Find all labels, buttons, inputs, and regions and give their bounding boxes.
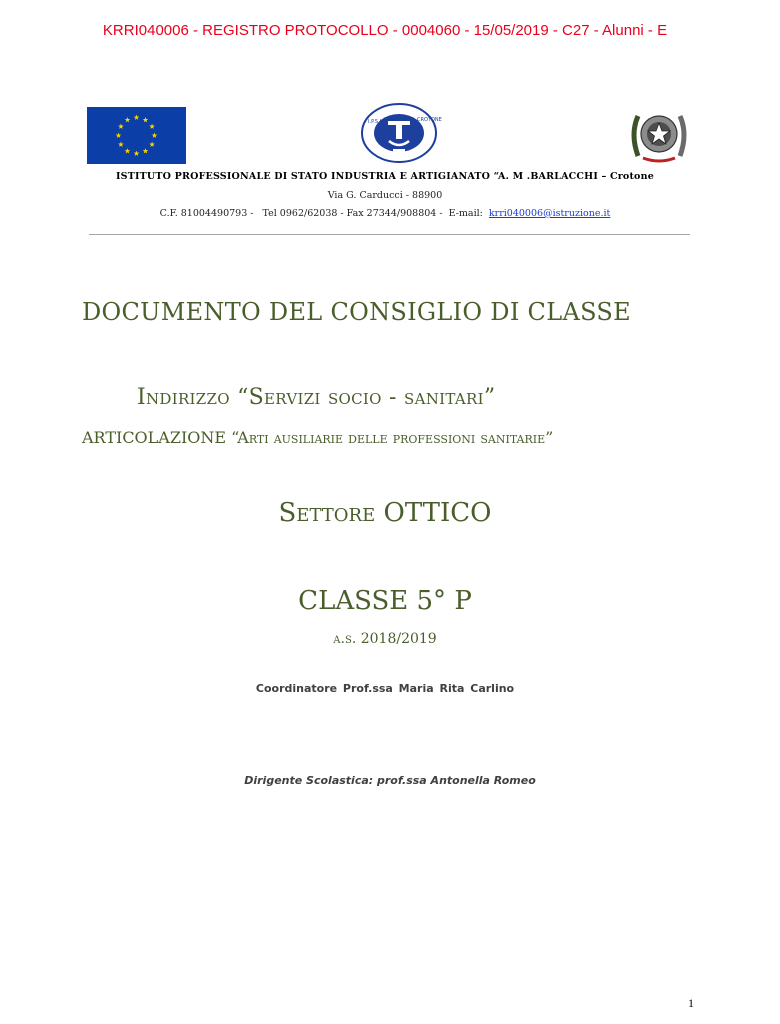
indirizzo-heading: Indirizzo “Servizi socio - sanitari” (137, 385, 496, 410)
principal-line: Dirigente Scolastica: prof.ssa Antonella Romeo (244, 774, 536, 787)
protocol-header: KRRI040006 - REGISTRO PROTOCOLLO - 0004060 - 15/05/2019 - C27 - Alunni - E (102, 22, 668, 39)
ipsia-logo-text-right: CROTONE (417, 117, 442, 123)
ipsia-logo-text-left: I.P.S.I.A. (368, 119, 388, 125)
italian-republic-emblem-icon (628, 104, 690, 166)
school-year: a.s. 2018/2019 (333, 631, 437, 647)
settore-heading: Settore OTTICO (278, 498, 492, 528)
institute-address: Via G. Carducci - 88900 (327, 190, 443, 201)
articolazione-heading: ARTICOLAZIONE “Arti ausiliarie delle professioni sanitarie” (82, 428, 554, 447)
institute-contacts (0, 208, 770, 219)
header-divider (89, 234, 690, 235)
classe-heading: CLASSE 5° P (298, 586, 472, 616)
contacts-text: C.F. 81004490793 - Tel 0962/62038 - Fax 27344/908804 - E-mail: (159, 208, 489, 219)
page-number: 1 (688, 996, 694, 1010)
email-link[interactable]: krri040006@istruzione.it (488, 208, 611, 219)
eu-flag-icon (87, 107, 186, 164)
coordinator-line: Coordinatore Prof.ssa Maria Rita Carlino (255, 682, 515, 695)
institute-name: ISTITUTO PROFESSIONALE DI STATO INDUSTRIA E ARTIGIANATO “A. M .BARLACCHI – Crotone (116, 171, 654, 182)
ipsia-logo-icon (360, 103, 442, 165)
document-title: DOCUMENTO DEL CONSIGLIO DI CLASSE (82, 298, 631, 326)
